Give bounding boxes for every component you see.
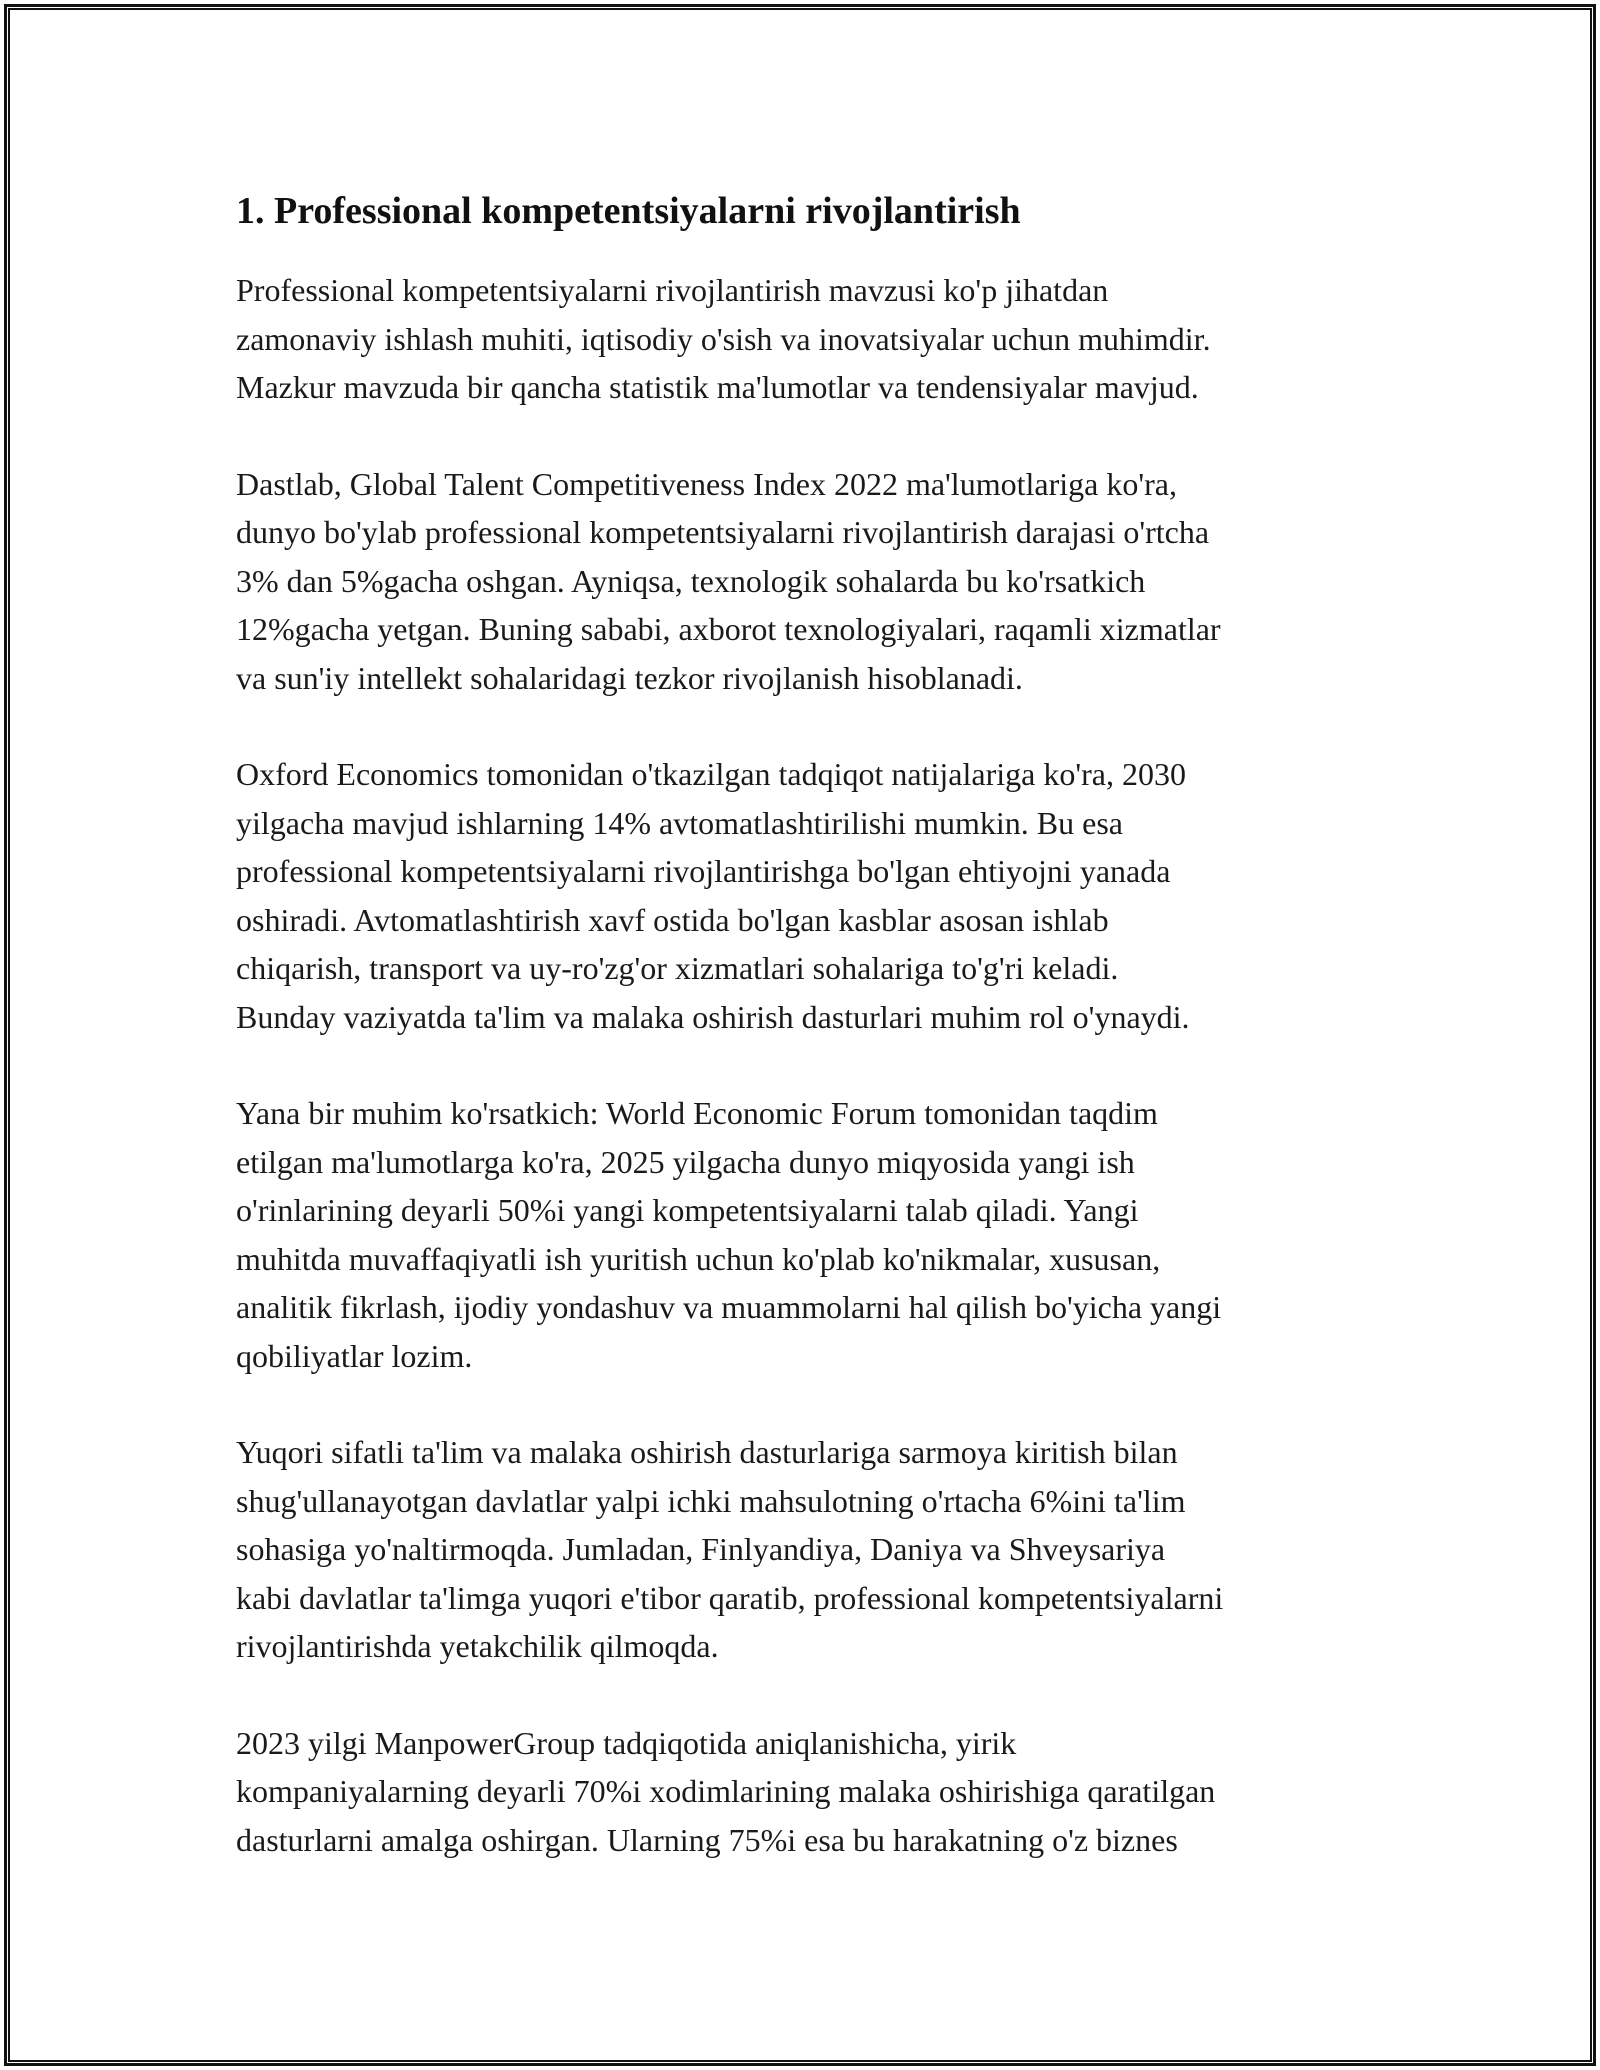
paragraph-4 — [236, 1089, 1376, 1380]
text-line: dasturlarni amalga oshirgan. Ularning 75%i esa bu harakatning o'z biznes — [236, 1821, 1178, 1858]
text-line: Bunday vaziyatda ta'lim va malaka oshirish dasturlari muhim rol o'ynaydi. — [236, 998, 1190, 1035]
text-line: oshiradi. Avtomatlashtirish xavf ostida bo'lgan kasblar asosan ishlab — [236, 901, 1109, 938]
text-line: Dastlab, Global Talent Competitiveness Index 2022 ma'lumotlariga ko'ra, — [236, 465, 1177, 502]
paragraph-2 — [236, 460, 1376, 703]
text-line: 3% dan 5%gacha oshgan. Ayniqsa, texnologik sohalarda bu ko'rsatkich — [236, 562, 1146, 599]
section-heading: 1. Professional kompetentsiyalarni rivojlantirish — [236, 190, 1021, 232]
text-line: kompaniyalarning deyarli 70%i xodimlarining malaka oshirishiga qaratilgan — [236, 1773, 1216, 1809]
text-line: 2023 yilgi ManpowerGroup tadqiqotida aniqlanishicha, yirik — [236, 1724, 1017, 1761]
text-line: chiqarish, transport va uy-ro'zg'or xizmatlari sohalariga to'g'ri keladi. — [236, 950, 1119, 986]
paragraph-3 — [236, 750, 1376, 1041]
text-line: Oxford Economics tomonidan o'tkazilgan tadqiqot natijalariga ko'ra, 2030 — [236, 756, 1186, 792]
text-line: Professional kompetentsiyalarni rivojlantirish mavzusi ko'p jihatdan — [236, 272, 1109, 308]
text-line: analitik fikrlash, ijodiy yondashuv va muammolarni hal qilish bo'yicha yangi — [236, 1289, 1222, 1325]
paragraph-list — [236, 266, 1376, 1864]
text-line: o'rinlarining deyarli 50%i yangi kompetentsiyalarni talab qiladi. Yangi — [236, 1192, 1139, 1228]
text-line: dunyo bo'ylab professional kompetentsiyalarni rivojlantirish darajasi o'rtcha — [236, 514, 1210, 550]
text-line: 12%gacha yetgan. Buning sababi, axborot texnologiyalari, raqamli xizmatlar — [236, 611, 1221, 647]
text-line: zamonaviy ishlash muhiti, iqtisodiy o'sish va inovatsiyalar uchun muhimdir. — [236, 320, 1211, 357]
text-line: kabi davlatlar ta'limga yuqori e'tibor qaratib, professional kompetentsiyalarni — [236, 1579, 1224, 1616]
document-body — [236, 186, 1376, 1912]
paragraph-1 — [236, 266, 1376, 412]
paragraph-5 — [236, 1428, 1376, 1671]
text-line: Yuqori sifatli ta'lim va malaka oshirish dasturlariga sarmoya kiritish bilan — [236, 1434, 1178, 1470]
text-line: Mazkur mavzuda bir qancha statistik ma'lumotlar va tendensiyalar mavjud. — [236, 369, 1199, 405]
text-line: yilgacha mavjud ishlarning 14% avtomatlashtirilishi mumkin. Bu esa — [236, 804, 1123, 841]
text-line: Yana bir muhim ko'rsatkich: World Economic Forum tomonidan taqdim — [236, 1095, 1158, 1131]
text-line: sohasiga yo'naltirmoqda. Jumladan, Finlyandiya, Daniya va Shveysariya — [236, 1531, 1166, 1567]
text-line: va sun'iy intellekt sohalaridagi tezkor rivojlanish hisoblanadi. — [236, 659, 1023, 696]
text-line: muhitda muvaffaqiyatli ish yuritish uchun ko'plab ko'nikmalar, xususan, — [236, 1240, 1161, 1277]
text-line: rivojlantirishda yetakchilik qilmoqda. — [236, 1628, 719, 1664]
text-line: etilgan ma'lumotlarga ko'ra, 2025 yilgacha dunyo miqyosida yangi ish — [236, 1143, 1135, 1180]
text-line: professional kompetentsiyalarni rivojlantirishga bo'lgan ehtiyojni yanada — [236, 853, 1171, 889]
text-line: shug'ullanayotgan davlatlar yalpi ichki mahsulotning o'rtacha 6%ini ta'lim — [236, 1482, 1186, 1519]
text-line: qobiliyatlar lozim. — [236, 1337, 473, 1374]
paragraph-6 — [236, 1719, 1376, 1865]
